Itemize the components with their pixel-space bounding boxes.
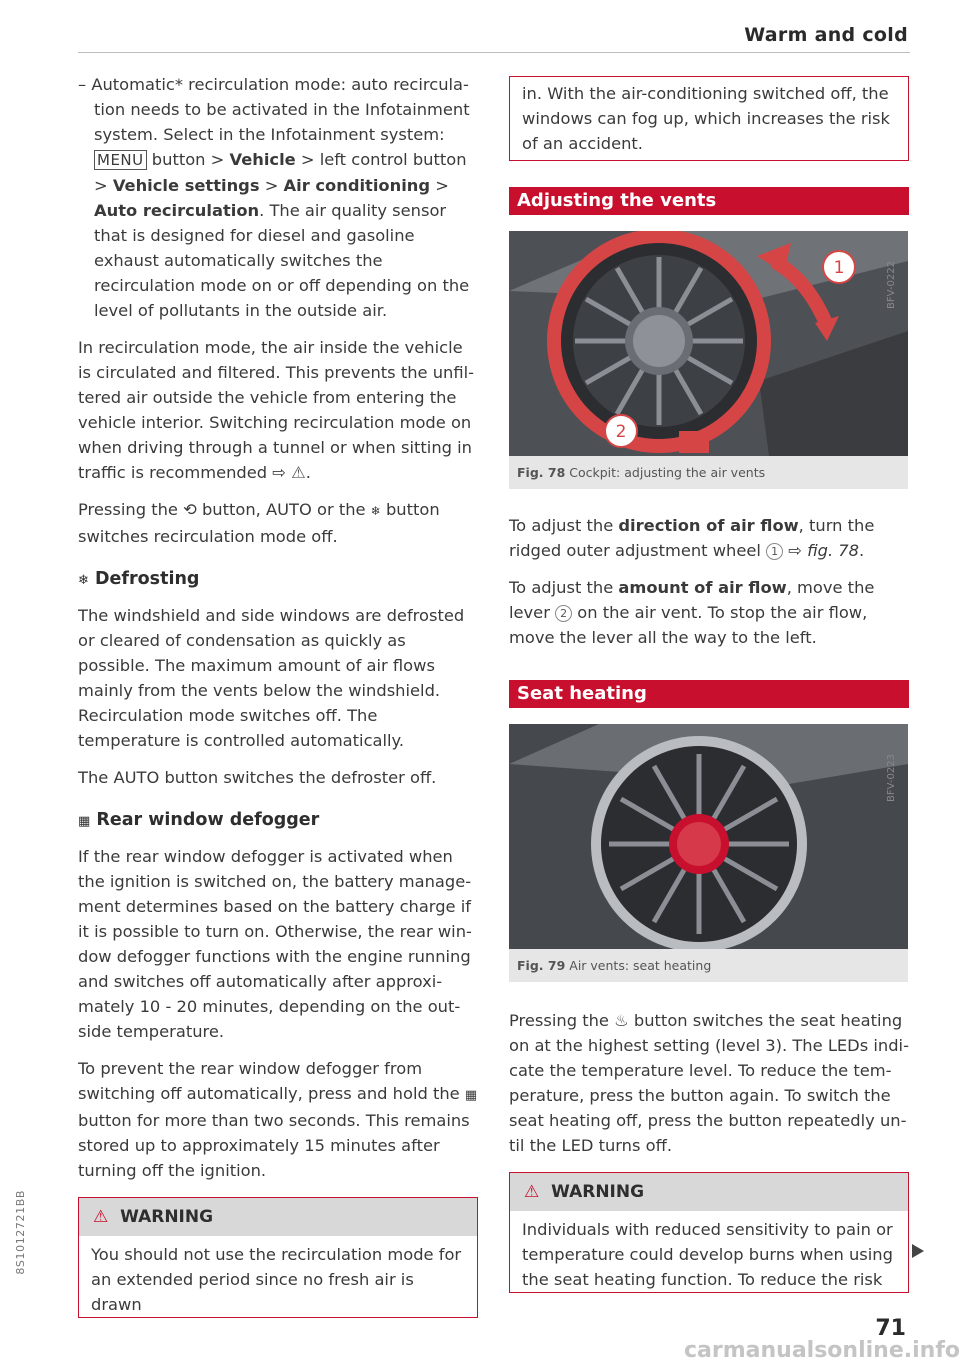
defrost-paragraph: The windshield and side windows are defrosted or cleared of condensation as quickly as possible. The maximum amount of air flows mainly from the vents below the windshield. Recirculation mode switches off. The temperature is controlled automatically.: [78, 606, 465, 750]
dir-text-4: .: [859, 541, 865, 560]
auto-recirculation-term: Auto recirculation: [94, 201, 260, 220]
section-adjusting-vents: Adjusting the vents: [509, 187, 909, 215]
figure-78-callout-2: 2: [615, 422, 627, 442]
dir-text-1: To adjust the: [509, 516, 619, 535]
prevent-text-2: button for more than two seconds. This remains stored up to approximately 15 minutes after turning off the ignition.: [78, 1111, 470, 1180]
menu-path-text: button >: [146, 150, 230, 169]
callout-1-marker: 1: [766, 543, 783, 560]
prevent-paragraph: [78, 1056, 478, 1183]
section-seat-heating: Seat heating: [509, 680, 909, 708]
auto-recirc-tail: . The air quality sensor that is designed for diesel and gasoline exhaust automatically switches the recirculation mode on or off depending on the level of pollutants in the outside air.: [94, 201, 470, 320]
auto-recirc-paragraph: [78, 72, 478, 323]
page-number: 71: [875, 1316, 906, 1341]
amt-text-1: To adjust the: [509, 578, 619, 597]
dir-text-2: , turn the ridged outer adjustment wheel: [509, 516, 875, 560]
press-text-1: Pressing the: [78, 500, 184, 519]
warning-body: You should not use the recirculation mode for an extended period since no fresh air is drawn: [91, 1245, 462, 1314]
rear-heading-text: Rear window defogger: [96, 810, 320, 830]
defrost-max-icon: ❄: [78, 573, 89, 588]
auto-off-paragraph: The AUTO button switches the defroster off.: [78, 768, 437, 787]
watermark: carmanualsonline.info: [684, 1338, 960, 1363]
vehicle-term: Vehicle: [229, 150, 296, 169]
figure-78: [509, 231, 908, 456]
figure-79-label: Fig. 79: [517, 958, 566, 973]
seat-text-2: button switches the seat heating on at the highest setting (level 3). The LEDs indicate the temperature level. To reduce the temperature, press the button again. To switch the seat heating off, press the button repeatedly until the LED turns off.: [509, 1011, 909, 1155]
warning-header: [510, 1173, 908, 1211]
separator: >: [259, 176, 284, 195]
air-vent-illustration: [509, 231, 908, 456]
air-conditioning-term: Air conditioning: [283, 176, 431, 195]
warning-triangle-icon: ⚠: [524, 1182, 540, 1202]
figure-79: [509, 724, 908, 949]
seat-heating-paragraph: [509, 1008, 909, 1158]
warning-continuation: [509, 76, 909, 161]
press-paragraph: [78, 497, 478, 549]
defrost-heading-text: Defrosting: [95, 569, 200, 589]
auto-recirc-text: – Automatic* recirculation mode: auto recirculation needs to be activated in the Infotainment system. Select in the Infotainment system:: [78, 75, 470, 144]
header-rule: [78, 52, 910, 53]
figure-78-id: BFV-0222: [886, 261, 897, 309]
amount-paragraph: [509, 575, 909, 650]
figure-79-id: BFV-0223: [886, 754, 897, 802]
press-text-3: button switches recirculation mode off.: [78, 500, 440, 546]
seat-text-1: Pressing the: [509, 1011, 615, 1030]
amt-text-2: , move the lever: [509, 578, 875, 622]
warning-body: Individuals with reduced sensitivity to pain or temperature could develop burns when using the seat heating function. To reduce the risk: [522, 1220, 893, 1289]
warning-box-right: [509, 1172, 909, 1293]
rear-defogger-icon: ▦: [78, 814, 91, 829]
amt-text-3: on the air vent. To stop the air flow, move the lever all the way to the left.: [509, 603, 868, 647]
figure-79-caption-text: Air vents: seat heating: [569, 958, 712, 973]
warning-triangle-icon: ⚠: [93, 1207, 109, 1227]
dir-text-3: ⇨: [783, 541, 808, 560]
recirc-text: In recirculation mode, the air inside the vehicle is circulated and filtered. This prevents the unfiltered air outside the vehicle from entering the vehicle interior. Switching recirculation mode on when driving through a tunnel or when sitting in traffic is recommended ⇨: [78, 338, 475, 482]
right-column: [509, 76, 909, 1293]
rear-defogger-paragraph: If the rear window defogger is activated when the ignition is switched on, the battery management determines based on the battery charge if it is possible to turn on. Otherwise, the rear window defogger functions with the engine running and switches off automatically after approximately 10 - 20 minutes, depending on the outside temperature.: [78, 847, 472, 1041]
callout-2-marker: 2: [555, 605, 572, 622]
dir-bold: direction of air flow: [618, 516, 799, 535]
rear-defogger-heading: [78, 808, 478, 834]
warning-header: [79, 1198, 477, 1236]
prevent-text-1: To prevent the rear window defogger from switching off automatically, press and hold the: [78, 1059, 465, 1103]
seat-heat-icon: ♨: [614, 1011, 629, 1030]
defrost-heading: [78, 567, 478, 593]
warning-continuation-text: in. With the air-conditioning switched off, the windows can fog up, which increases the risk of an accident.: [522, 84, 890, 153]
menu-key: MENU: [94, 150, 147, 170]
recirc-paragraph: In recirculation mode, the air inside the vehicle is circulated and filtered. This prevents the unfiltered air outside the vehicle from entering the vehicle interior. Switching recirculation mode on when driving through a tunnel or when sitting in traffic is recommended ⇨ ⚠.: [78, 338, 475, 482]
warning-box-left: [78, 1197, 478, 1318]
recirculation-icon: ⟲: [183, 500, 197, 519]
defrost-max-icon: ❄: [370, 504, 381, 518]
left-column: [78, 72, 478, 1318]
seat-heat-vent-illustration: [509, 724, 908, 949]
vehicle-settings-term: Vehicle settings: [112, 176, 260, 195]
menu-path-text-2: > left control button >: [94, 150, 467, 195]
figure-79-caption: [509, 949, 908, 982]
press-text-2: button, AUTO or the: [196, 500, 371, 519]
figure-78-caption: [509, 456, 908, 489]
document-code: 8S1012721BB: [14, 1190, 27, 1275]
figure-78-caption-text: Cockpit: adjusting the air vents: [569, 465, 766, 480]
warning-triangle-icon: ⚠: [291, 463, 306, 482]
fig-78-link[interactable]: fig. 78: [807, 541, 860, 560]
amt-bold: amount of air flow: [618, 578, 787, 597]
separator: >: [430, 176, 449, 195]
direction-paragraph: [509, 513, 909, 563]
figure-78-callout-1: 1: [833, 258, 845, 278]
next-page-arrow-icon: [912, 1244, 924, 1258]
warning-title: WARNING: [120, 1207, 214, 1227]
page-header-title: Warm and cold: [744, 24, 908, 46]
figure-78-label: Fig. 78: [517, 465, 566, 480]
warning-title: WARNING: [551, 1182, 645, 1202]
rear-defogger-icon: ▦: [464, 1088, 478, 1103]
